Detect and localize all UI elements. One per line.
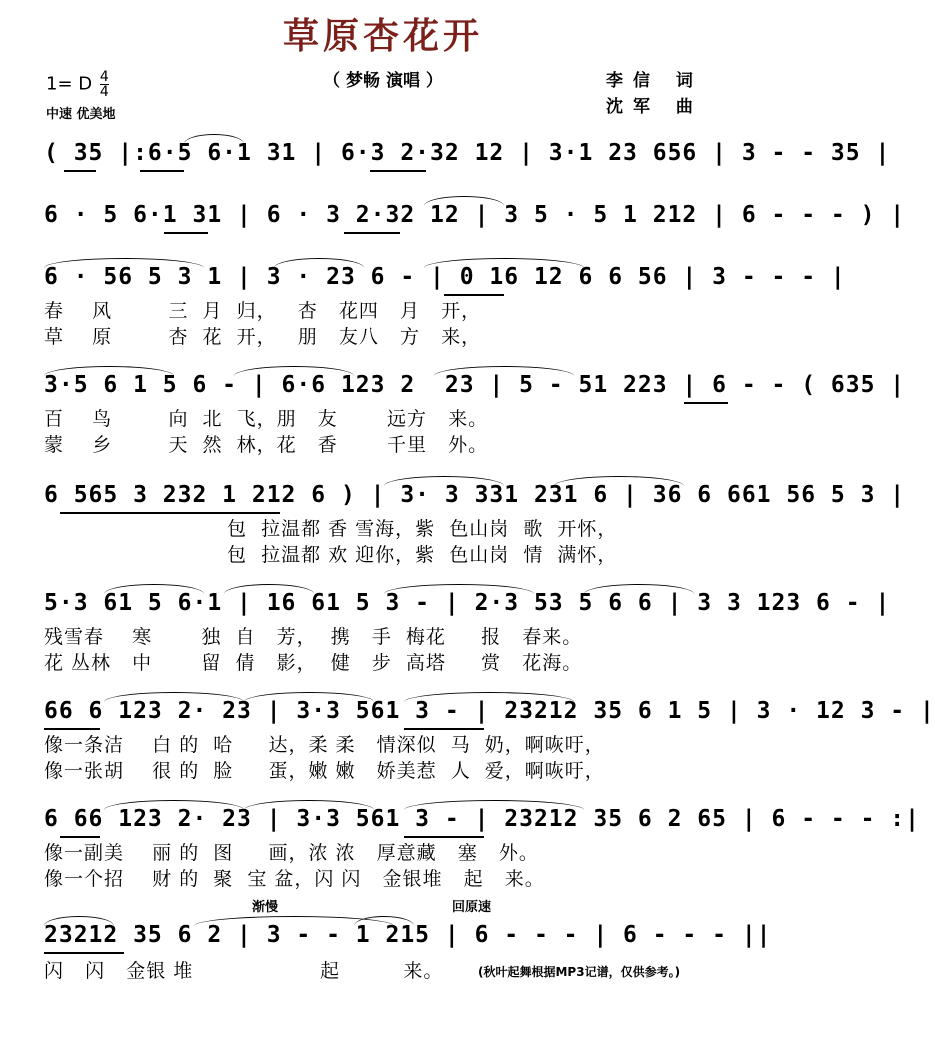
lyricist-credit: 李信 词 [606,71,703,91]
score-line-2 [44,194,906,238]
notation: 6 66 123 2· 23 | 3·3 561 3 - | 23212 35 6 2 65 | 6 - - - :| [44,806,920,832]
score-line-7 [44,690,935,734]
score-line-4 [44,364,906,408]
singer-credit: （ 梦畅 演唱 ） [323,71,443,91]
lyric-line-3a: 包 拉温都 香 雪海，紫 色山岗 歌 开怀， [44,518,618,540]
song-title: 草原杏花开 [282,16,483,57]
time-sig-bottom: 4 [99,84,109,100]
notation: 6 · 5 6·1 31 | 6 · 3 2·32 12 | 3 5 · 5 1 212 | 6 - - - ) | [44,202,906,228]
key-signature [46,70,109,99]
time-signature [100,70,109,99]
score-line-3 [44,256,846,300]
lyric-line-2b: 蒙 乡 天 然 林，花 香 千里 外。 [44,434,489,456]
transcription-note: (秋叶起舞根据MP3记谱，仅供参考。) [478,965,681,979]
lyric-line-2a: 百 鸟 向 北 飞，朋 友 远方 来。 [44,408,489,430]
notation: 5·3 61 5 6·1 | 16 61 5 3 - | 2·3 53 5 6 6 | 3 3 123 6 - | [44,590,891,616]
lyric-line-5b: 像一张胡 很 的 脸 蛋，嫩 嫩 娇美惹 人 爱，啊咴吁， [44,760,605,782]
lyric-line-3b: 包 拉温都 欢 迎你，紫 色山岗 情 满怀， [44,544,618,566]
notation: 23212 35 6 2 | 3 - - 1 215 | 6 - - - | 6 - - - || [44,922,772,948]
notation: 66 6 123 2· 23 | 3·3 561 3 - | 23212 35 6 1 5 | 3 · 12 3 - | [44,698,935,724]
composer-credit: 沈军 曲 [606,97,703,117]
lyric-line-1a: 春 风 三 月 归， 杏 花四 月 开， [44,300,482,322]
score-line-6 [44,582,891,626]
notation: 6 565 3 232 1 212 6 ) | 3· 3 331 231 6 | 36 6 661 56 5 3 | [44,482,906,508]
lyric-line-1b: 草 原 杏 花 开， 朋 友八 方 来， [44,326,482,348]
lyric-line-7: 闪 闪 金银 堆 起 来。 [44,960,444,982]
key-label: 1= D [46,73,93,95]
score-line-5 [44,474,906,518]
lyric-line-6a: 像一副美 丽 的 图 画，浓 浓 厚意藏 塞 外。 [44,842,539,864]
lyric-line-5a: 像一条洁 白 的 哈 达，柔 柔 情深似 马 奶，啊咴吁， [44,734,605,756]
notation: ( 35 |:6·5 6·1 31 | 6·3 2·32 12 | 3·1 23 656 | 3 - - 35 | [44,140,891,166]
lyric-line-6b: 像一个招 财 的 聚 宝 盆，闪 闪 金银堆 起 来。 [44,868,545,890]
notation: 3·5 6 1 5 6 - | 6·6 123 2 23 | 5 - 51 223 | 6 - - ( 635 | [44,372,906,398]
score-line-1 [44,132,891,176]
notation: 6 · 56 5 3 1 | 3 · 23 6 - | 0 16 12 6 6 56 | 3 - - - | [44,264,846,290]
lyric-line-4a: 残雪春 寒 独 自 芳， 携 手 梅花 报 春来。 [44,626,583,648]
score-line-9 [44,914,772,958]
a-tempo-mark: 回原速 [452,900,492,915]
time-sig-top: 4 [99,69,109,85]
ritardando-mark: 渐慢 [252,900,279,915]
tempo-marking: 中速 优美地 [46,107,116,122]
score-line-8 [44,798,920,842]
lyric-line-4b: 花 丛林 中 留 倩 影， 健 步 高塔 赏 花海。 [44,652,583,674]
